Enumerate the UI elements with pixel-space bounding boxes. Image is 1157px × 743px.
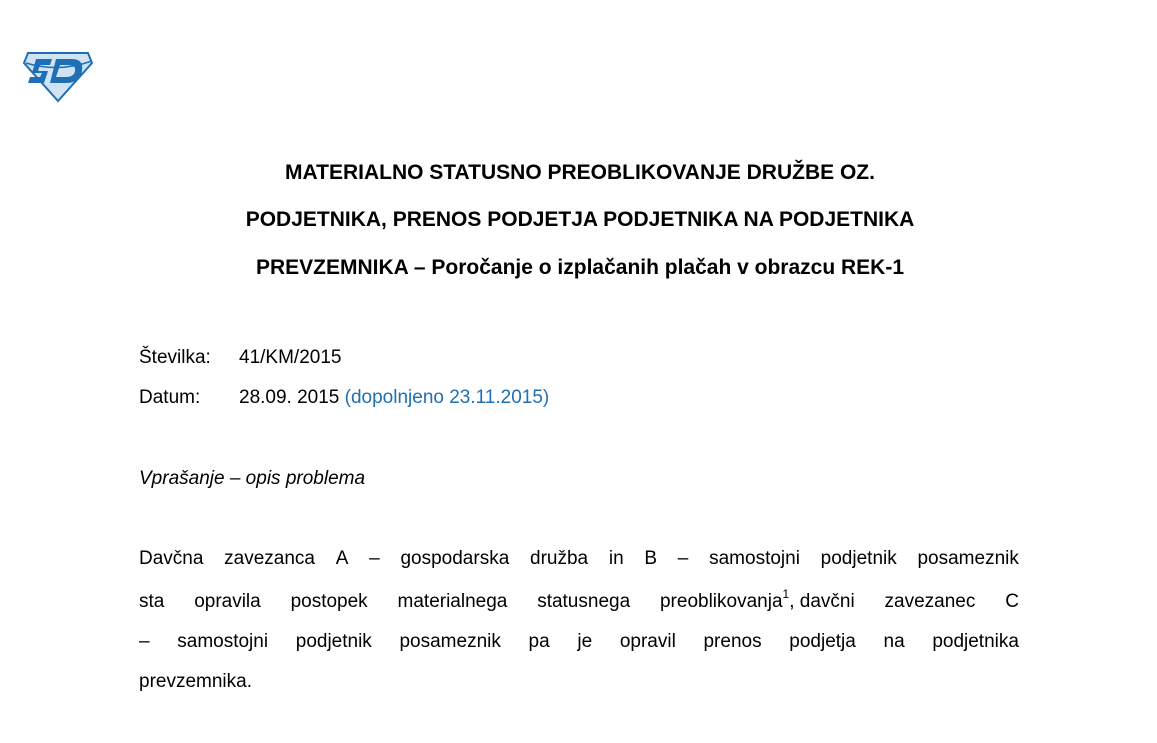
paragraph-line-1-word: A: [335, 548, 349, 569]
paragraph-line-3-word: samostojni: [177, 631, 269, 652]
document-date-label: Datum:: [139, 387, 201, 408]
paragraph-line-3-word: opravil: [619, 631, 676, 652]
paragraph-line-3: [139, 630, 1019, 654]
paragraph-line-1-word: zavezanca: [224, 548, 315, 569]
paragraph-line-1-word: gospodarska: [400, 548, 510, 569]
document-date-row: [139, 386, 549, 410]
paragraph-line-3-word: prenos: [703, 631, 762, 652]
paragraph-line-1-word: družba: [530, 548, 589, 569]
paragraph-line-1-word: –: [369, 548, 380, 569]
footnote-reference[interactable]: 1: [782, 586, 790, 601]
company-logo-emblem: [22, 49, 94, 103]
section-heading: Vprašanje – opis problema: [139, 468, 366, 489]
paragraph-line-2-word: zavezanec: [884, 591, 976, 612]
paragraph-line-4-text: prevzemnika.: [139, 671, 252, 692]
document-title-line-1: MATERIALNO STATUSNO PREOBLIKOVANJE DRUŽBE OZ.: [285, 161, 875, 184]
paragraph-line-1: [139, 547, 1019, 571]
paragraph-line-3-word: na: [883, 631, 905, 652]
paragraph-line-3-word: pa: [528, 631, 550, 652]
paragraph-line-3-word: je: [577, 631, 593, 652]
paragraph-line-1-word: in: [608, 548, 624, 569]
paragraph-line-2-word: materialnega: [397, 591, 508, 612]
paragraph-line-2-word: preoblikovanja$^1$, davčni: [659, 586, 855, 612]
paragraph-line-1-word: Davčna: [139, 548, 204, 569]
paragraph-line-3-word: posameznik: [399, 631, 501, 652]
document-date-value: 28.09. 2015: [239, 387, 340, 408]
paragraph-line-3-word: podjetnika: [932, 631, 1019, 652]
paragraph-line-2-word: opravila: [194, 591, 261, 612]
paragraph-line-1-word: posameznik: [917, 548, 1019, 569]
document-number-label: Številka:: [139, 347, 211, 368]
paragraph-line-2-word: C: [1005, 591, 1019, 612]
paragraph-line-1-word: B: [644, 548, 658, 569]
paragraph-line-3-word: –: [139, 631, 150, 652]
document-number-value: 41/KM/2015: [239, 347, 342, 368]
document-date-amendment-note: (dopolnjeno 23.11.2015): [344, 387, 550, 408]
paragraph-line-2-word: statusnega: [537, 591, 631, 612]
paragraph-line-3-word: podjetja: [789, 631, 856, 652]
paragraph-line-2-word: postopek: [290, 591, 368, 612]
paragraph-line-1-word: samostojni: [709, 548, 800, 569]
paragraph-line-2-word: sta: [139, 591, 165, 612]
document-number-row: [139, 346, 341, 370]
paragraph-line-1-word: podjetnik: [820, 548, 897, 569]
paragraph-line-1-word: –: [677, 548, 689, 569]
paragraph-line-2: [139, 586, 1019, 614]
paragraph-line-4: [139, 670, 1019, 694]
document-title-line-2: PODJETNIKA, PRENOS PODJETJA PODJETNIKA NA PODJETNIKA: [245, 208, 915, 231]
paragraph-line-3-word: podjetnik: [295, 631, 372, 652]
document-title-line-3: PREVZEMNIKA – Poročanje o izplačanih plačah v obrazcu REK-1: [255, 256, 905, 279]
